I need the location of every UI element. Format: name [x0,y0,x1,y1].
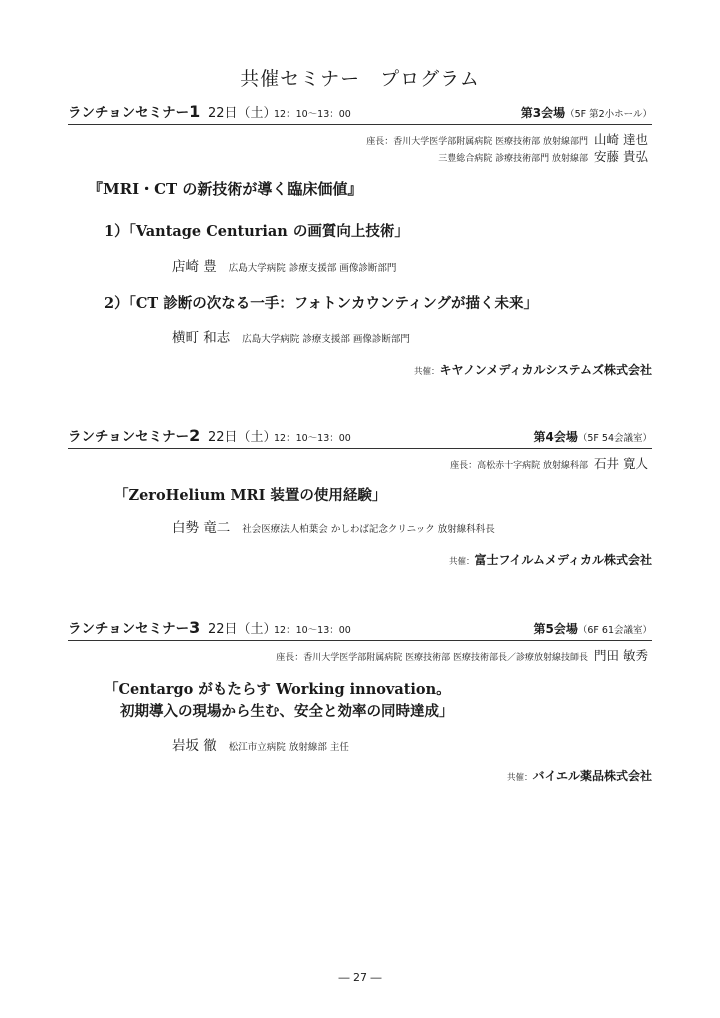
venue-name: 第3会場 [520,106,566,120]
session-name-text: ランチョンセミナー [68,105,190,121]
session-header [68,620,652,641]
sponsor [507,767,652,784]
session-name [68,425,200,445]
session-main-title: 『MRI・CT の新技術が導く臨床価値』 [88,180,363,198]
sponsor-label: 共催： [414,367,440,377]
session-venue [521,104,652,121]
venue-detail: （6F 61会議室） [577,625,652,636]
speaker-name: 店崎 豊 [172,259,217,275]
talk-title: 2）「CT 診断の次なる一手：フォトンカウンティングが描く未来」 [104,295,539,312]
session-number: 1 [189,102,201,121]
session-name-text: ランチョンセミナー [68,621,190,637]
session-venue [534,428,652,445]
speaker-name: 岩坂 徹 [172,738,217,754]
sponsor-label: 共催： [449,557,475,567]
chair-name: 石井 寛人 [594,456,648,471]
chair-affiliation: 座長：香川大学医学部附属病院 医療技術部 医療技術部長／診療放射線技師長 [276,653,588,663]
session-number: 2 [189,426,201,445]
venue-name: 第5会場 [533,622,578,636]
talk-title: 「ZeroHelium MRI 装置の使用経験」 [114,487,387,504]
sponsor-label: 共催： [506,773,533,783]
session-header [68,428,652,449]
chair-name: 山崎 達也 [594,132,648,147]
speaker [172,516,495,536]
session-venue [534,620,652,637]
speaker [172,326,410,346]
session-time: 12：10～13：00 [274,433,351,444]
speaker-affiliation: 松江市立病院 放射線部 主任 [228,742,349,753]
session-date: 22日（土） [208,106,277,121]
sponsor [449,551,652,568]
sponsor-name: バイエル薬品株式会社 [532,769,652,783]
talk-title-line-2: 初期導入の現場から生む、安全と効率の同時達成」 [120,703,454,720]
talk-title: 1）「Vantage Centurian の画質向上技術」 [104,223,409,240]
session-header [68,104,652,125]
venue-name: 第4会場 [533,430,578,444]
chair-affiliation: 座長：香川大学医学部附属病院 医療技術部 放射線部門 [366,137,588,147]
page-title: 共催セミナー プログラム [240,68,480,90]
chair-name: 門田 敏秀 [594,648,648,663]
session-date: 22日（土） [208,430,277,445]
speaker-name: 白勢 竜二 [172,520,231,536]
chair-row [450,453,652,472]
session-time: 12：10～13：00 [274,625,351,636]
talk-title-line-1: 「Centargo がもたらす Working innovation。 [104,681,451,698]
speaker-affiliation: 広島大学病院 診療支援部 画像診断部門 [228,263,397,274]
session-number: 3 [189,618,201,637]
session-time: 12：10～13：00 [274,109,351,120]
session-name [68,617,200,637]
chair-row [438,146,652,165]
luncheon-seminar-2 [68,426,652,567]
sponsor-name: キヤノンメディカルシステムズ株式会社 [439,363,652,377]
venue-detail: （5F 第2小ホール） [565,109,652,120]
speaker-affiliation: 広島大学病院 診療支援部 画像診断部門 [242,334,410,345]
chair-row [276,645,652,664]
session-name-text: ランチョンセミナー [68,429,190,445]
speaker-name: 横町 和志 [172,330,231,346]
venue-detail: （5F 54会議室） [577,433,652,444]
speaker [172,734,349,754]
session-date: 22日（土） [208,622,277,637]
luncheon-seminar-3 [68,618,652,783]
speaker-affiliation: 社会医療法人柏葉会 かしわば記念クリニック 放射線科科長 [242,524,495,535]
luncheon-seminar-1 [68,102,652,377]
chair-affiliation: 三豊総合病院 診療技術部門 放射線部 [438,154,588,164]
chair-affiliation: 座長：高松赤十字病院 放射線科部 [450,461,588,471]
sponsor-name: 富士フイルムメディカル株式会社 [474,553,652,567]
session-name [68,101,200,121]
page-number: ― 27 ― [338,971,382,984]
chair-name: 安藤 貴弘 [594,149,648,164]
sponsor [414,361,652,378]
speaker [172,255,396,275]
